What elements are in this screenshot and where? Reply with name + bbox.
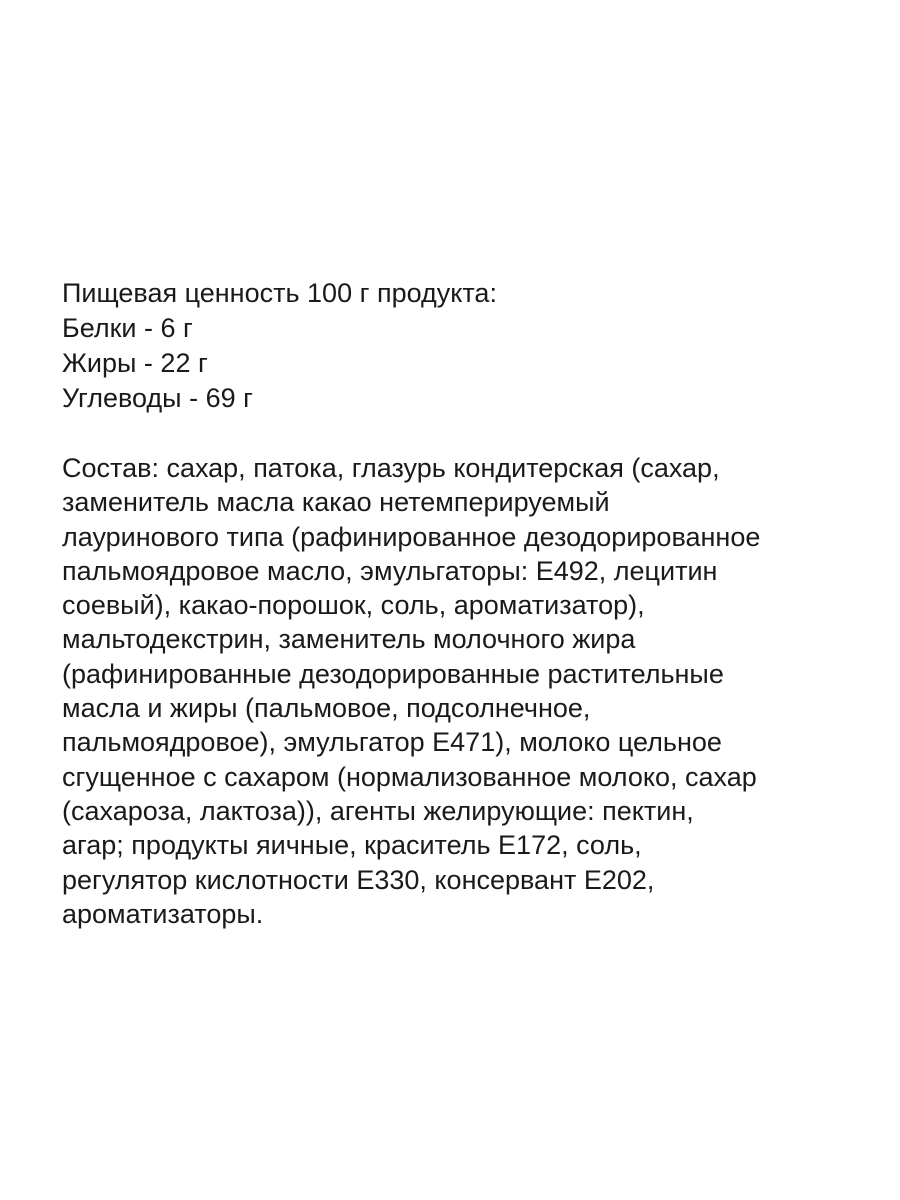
composition-block [62,451,862,931]
nutrition-fat: Жиры - 22 г [62,348,208,378]
nutrition-protein: Белки - 6 г [62,313,193,343]
composition-line: агар; продукты яичные, краситель Е172, соль, [62,830,642,861]
composition-line: мальтодекстрин, заменитель молочного жира [62,624,636,655]
composition-line: (сахароза, лактоза)), агенты желирующие: пектин, [62,795,694,826]
composition-line: заменитель масла какао нетемперируемый [62,487,610,518]
composition-line: сгущенное с сахаром (нормализованное молоко, сахар [62,761,757,792]
product-info-document [62,276,862,931]
composition-line: регулятор кислотности Е330, консервант Е202, [62,864,655,895]
composition-line: (рафинированные дезодорированные растительные [62,658,724,689]
nutrition-heading: Пищевая ценность 100 г продукта: [62,278,497,308]
composition-line: пальмоядровое), эмульгатор Е471), молоко цельное [62,727,722,758]
composition-line: соевый), какао-порошок, соль, ароматизатор), [62,590,645,621]
nutrition-facts-block [62,276,862,416]
composition-line: пальмоядровое масло, эмульгаторы: Е492, лецитин [62,555,718,586]
composition-line: лауринового типа (рафинированное дезодорированное [62,521,761,552]
nutrition-carbohydrates: Углеводы - 69 г [62,383,253,413]
composition-line: Состав: сахар, патока, глазурь кондитерская (сахар, [62,453,720,483]
composition-line: масла и жиры (пальмовое, подсолнечное, [62,693,591,724]
composition-line: ароматизаторы. [62,898,264,929]
